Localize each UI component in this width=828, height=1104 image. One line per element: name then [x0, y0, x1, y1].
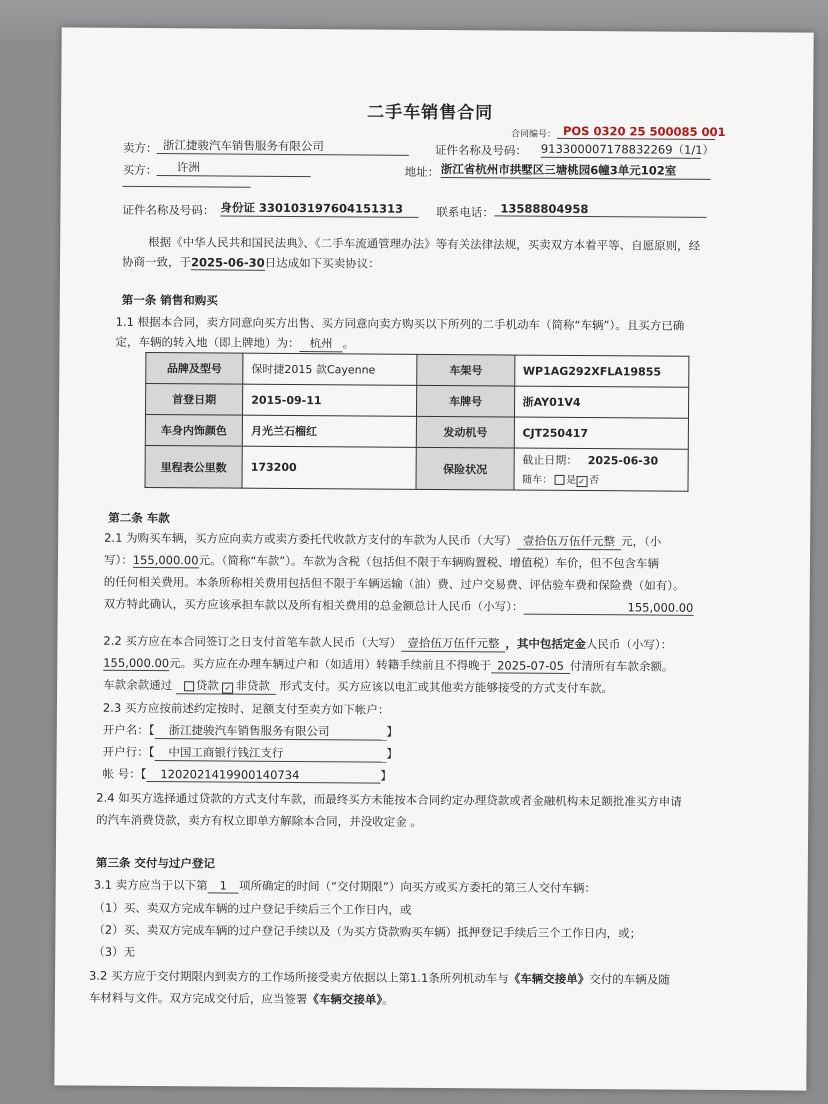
buyer-id-value: 身份证 330103197604151313 — [220, 200, 418, 218]
brand-label: 品牌及型号 — [146, 352, 243, 384]
vehicle-info-table — [144, 352, 689, 492]
engine-label: 发动机号 — [417, 416, 514, 448]
color-value: 月光兰石榴红 — [242, 415, 417, 447]
article1-line1: 1.1 根据本合同，卖方同意向买方出售、买方同意向卖方购买以下所列的二手机动车（简称“车辆”）。且买方已确 — [115, 314, 685, 333]
account-number-row: 帐 号：【 1202021419900140734 】 — [102, 766, 392, 783]
article1-line2: 定，车辆的转入地（即上牌地）为： 杭州 。 — [115, 334, 355, 351]
article1-heading: 第一条 销售和购买 — [121, 292, 218, 308]
article2-line4: 双方特此确认，买方应该承担车款以及所有相关费用的总金额总计人民币（小写）： 155,000.00 — [103, 596, 694, 615]
article3-2-line2: 车材料与文件。双方完成交付后，应当签署《车辆交接单》。 — [88, 990, 394, 1007]
article2-2-line1: 2.2 买方应在本合同签订之日支付首笔车款人民币（大写） 壹拾伍万伍仟元整 ，其中包括定金人民币（小写）： — [103, 633, 673, 652]
intro-line1: 根据《中华人民共和国民法典》、《二手车流通管理办法》等有关法律法规，买卖双方本着平等、自愿原则，经 — [148, 234, 701, 253]
article2-3: 2.3 买方应按前述约定按时、足额支付至卖方如下帐户： — [102, 700, 390, 717]
article2-line1: 2.1 为购买车辆，买方应向卖方或卖方委托代收款方支付的车款为人民币（大写） 壹拾伍万伍仟元整 元，（小 — [104, 530, 662, 549]
seller-id-label: 证件名称及号码： — [434, 142, 527, 158]
article2-2-line3: 车款余款通过 贷款 ✓ 非贷款 形式支付。买方应该以电汇或其他卖方能够接受的方式支付车款。 — [103, 677, 614, 696]
non-loan-checkbox-checked: ✓ — [222, 683, 233, 694]
loan-checkbox — [184, 681, 194, 691]
contract-no-label: 合同编号： — [510, 129, 557, 140]
article3-1: 3.1 卖方应当于以下第 1 项所确定的时间（“交付期限”）向买方或买方委托的第三人交付车辆： — [93, 877, 596, 896]
article2-4-line2: 的汽车消费贷款，卖方有权立即单方解除本合同，并没收定金 。 — [96, 812, 422, 829]
document-title: 二手车销售合同 — [367, 102, 494, 124]
article3-option1: （1）买、卖双方完成车辆的过户登记手续后三个工作日内，或 — [93, 900, 412, 917]
seller-id-value: 91330000717883226​9（1/1） — [540, 141, 715, 157]
vin-value: WP1AG292XFLA19855 — [514, 355, 689, 387]
plate-value: 浙AY01V4 — [514, 386, 689, 418]
insurance-value: 截止日期： 2025-06-30 随车： 是 ✓ 否 — [514, 448, 689, 491]
article2-2-line2: 155,000.00元。买方应在办理车辆过户和（如适用）转籍手续前且不得晚于 2025-07-05 付清所有车款余额。 — [103, 655, 674, 674]
buyer-id-label: 证件名称及号码： — [122, 202, 215, 218]
article2-line3: 的任何相关费用。本条所称相关费用包括但不限于车辆运输（油）费、过户交易费、评估验车费和保险费（如有）。 — [103, 574, 685, 593]
article2-4-line1: 2.4 如买方选择通过贷款的方式支付车款，而最终买方未能按本合同约定办理贷款或者金融机构未足额批准买方申请 — [96, 790, 682, 809]
insurance-no-checkbox-checked: ✓ — [576, 476, 587, 487]
article3-option2: （2）买、卖双方完成车辆的过户登记手续以及（为买方贷款购买车辆）抵押登记手续后三个工作日内，或； — [93, 922, 642, 941]
mileage-label: 里程表公里数 — [145, 445, 242, 488]
engine-value: CJT250417 — [514, 417, 689, 449]
article3-2-line1: 3.2 买方应于交付期限内到卖方的工作场所接受卖方依据以上第1.1条所列机动车与《车辆交接单》交付的车辆及随 — [89, 968, 670, 987]
reg-date-label: 首登日期 — [146, 383, 243, 415]
article2-heading: 第二条 车款 — [108, 510, 170, 526]
buyer-value: 许洲 — [157, 159, 311, 177]
contract-page — [54, 27, 813, 1090]
color-label: 车身内饰颜色 — [145, 414, 242, 446]
insurance-yes-checkbox — [554, 475, 564, 485]
plate-label: 车牌号 — [417, 385, 514, 417]
contract-no-value: POS 0320 25 500085 001 — [557, 124, 715, 140]
seller-label: 卖方： — [122, 140, 158, 156]
address-label: 地址： — [404, 164, 440, 180]
blank-line — [123, 186, 251, 188]
account-name-row: 开户名：【 浙江捷骏汽车销售服务有限公司 】 — [102, 722, 399, 739]
seller-value: 浙江捷骏汽车销售服务有限公司 — [157, 137, 409, 156]
vin-label: 车架号 — [417, 354, 514, 386]
reg-date-value: 2015-09-11 — [243, 384, 418, 416]
insurance-label: 保险状况 — [416, 447, 513, 490]
article2-line2: 写）：155,000.00元。（简称“车款”）。车款为含税（包括但不限于车辆购置税、增值税）车价，但不包含车辆 — [103, 552, 660, 571]
address-value: 浙江省杭州市拱墅区三塘桃园6幢3单元102室 — [441, 161, 711, 180]
mileage-value: 173200 — [242, 446, 417, 489]
intro-line2: 协商一致，于2025-06-30日达成如下买卖协议： — [122, 254, 380, 271]
phone-label: 联系电话： — [436, 205, 494, 220]
article3-option3: （3）无 — [93, 944, 136, 959]
article3-heading: 第三条 交付与过户登记 — [95, 855, 215, 871]
brand-value: 保时捷2015 款Cayenne — [243, 353, 418, 385]
account-bank-row: 开户行：【 中国工商银行钱江支行 】 — [102, 744, 398, 761]
buyer-label: 买方： — [122, 162, 158, 178]
phone-value: 13588804958 — [494, 201, 706, 217]
